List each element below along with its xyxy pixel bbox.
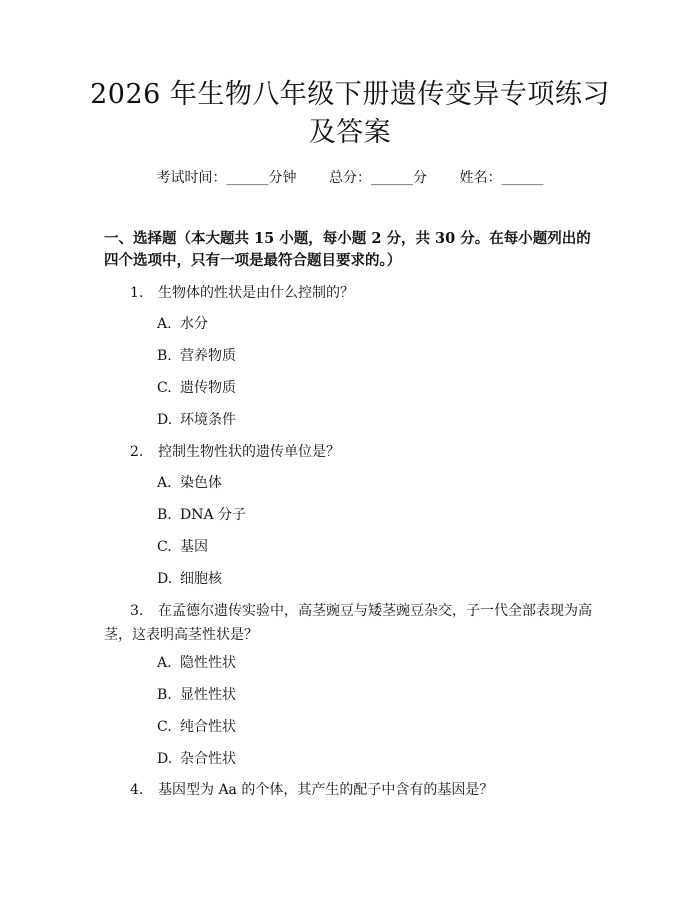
exam-info xyxy=(0,168,700,188)
question-text: 基因型为 Aa 的个体，其产生的配子中含有的基因是？ xyxy=(158,782,494,798)
question-2-stem xyxy=(104,440,599,464)
question-3-option-d: D. 杂合性状 xyxy=(157,751,236,767)
question-text: 生物体的性状是由什么控制的？ xyxy=(158,285,354,301)
question-1-option-a: A. 水分 xyxy=(157,316,208,332)
question-2-option-c: C. 基因 xyxy=(157,539,208,555)
section-heading: 一、选择题（本大题共 15 小题，每小题 2 分，共 30 分。在每小题列出的四个选项中，只有一项是最符合题目要求的。） xyxy=(104,230,591,269)
question-1-option-d: D. 环境条件 xyxy=(157,412,236,428)
question-2-option-d: D. 细胞核 xyxy=(157,571,222,587)
page-title: 2026 年生物八年级下册遗传变异专项练习及答案 xyxy=(90,79,610,148)
question-3-option-a: A. 隐性性状 xyxy=(157,655,236,671)
question-number: 3. xyxy=(130,603,144,619)
question-1-stem xyxy=(104,281,599,305)
question-text: 在孟德尔遗传实验中，高茎豌豆与矮茎豌豆杂交，子一代全部表现为高茎，这表明高茎性状是？ xyxy=(104,603,592,643)
question-2-option-b: B. DNA 分子 xyxy=(157,507,247,523)
exam-time-field: 考试时间：______分钟 xyxy=(156,170,297,186)
question-3-stem xyxy=(104,599,599,647)
question-number: 2. xyxy=(130,444,144,460)
student-name-field: 姓名：______ xyxy=(459,170,544,186)
question-2-option-a: A. 染色体 xyxy=(157,475,222,491)
question-1-option-b: B. 营养物质 xyxy=(157,348,236,364)
question-text: 控制生物性状的遗传单位是？ xyxy=(158,444,340,460)
question-3-option-b: B. 显性性状 xyxy=(157,687,236,703)
question-number: 4. xyxy=(130,782,144,798)
question-1-option-c: C. 遗传物质 xyxy=(157,380,236,396)
total-score-field: 总分：______分 xyxy=(329,170,427,186)
question-4-stem xyxy=(104,778,599,802)
question-number: 1. xyxy=(130,285,144,301)
question-3-option-c: C. 纯合性状 xyxy=(157,719,236,735)
